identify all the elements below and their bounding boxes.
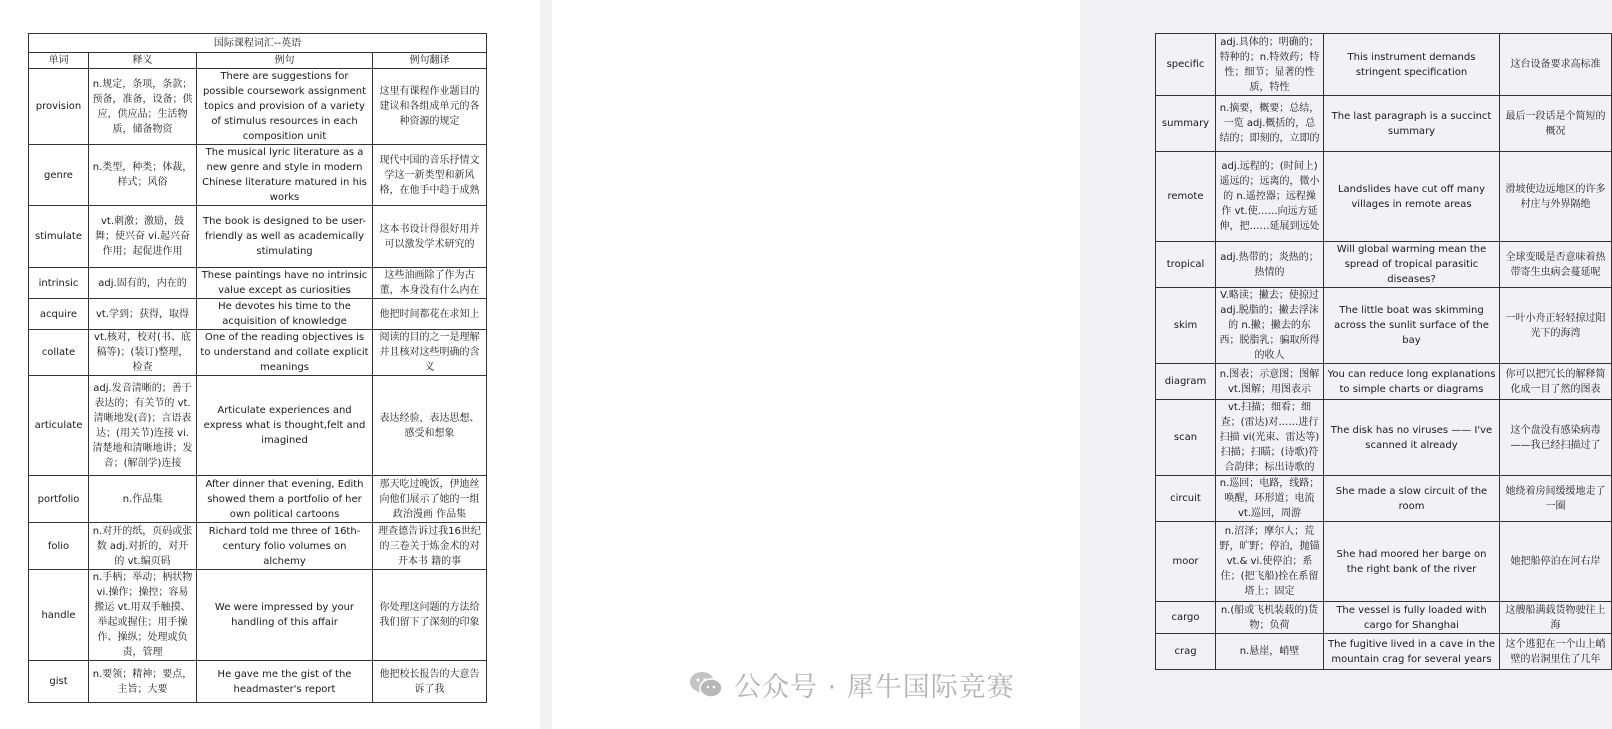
definition-cell: n.作品集 bbox=[89, 476, 197, 523]
word-cell: acquire bbox=[29, 299, 89, 330]
definition-cell: n.摘要，概要；总结，一览 adj.概括的，总结的；即刻的，立即的 bbox=[1216, 96, 1324, 152]
word-cell: portfolio bbox=[29, 476, 89, 523]
sentence-cell: The last paragraph is a succinct summary bbox=[1324, 96, 1500, 152]
definition-cell: adj.远程的；(时间上)遥远的；远离的，微小的 n.遥控器；远程操作 vt.使……向远方延伸，把……延展到远处 bbox=[1216, 152, 1324, 242]
table-row bbox=[29, 69, 487, 145]
word-cell: moor bbox=[1156, 522, 1216, 602]
sentence-cell: This instrument demands stringent specification bbox=[1324, 34, 1500, 96]
table-row bbox=[29, 330, 487, 376]
sentence-cell: The musical lyric literature as a new genre and style in modern Chinese literature matured in his works bbox=[197, 145, 373, 206]
table-row bbox=[1156, 602, 1612, 634]
document-title: 国际课程词汇--英语 bbox=[29, 34, 487, 53]
word-cell: intrinsic bbox=[29, 268, 89, 299]
sentence-cell: After dinner that evening, Edith showed them a portfolio of her own political cartoons bbox=[197, 476, 373, 523]
table-row bbox=[1156, 34, 1612, 96]
word-cell: crag bbox=[1156, 634, 1216, 670]
word-cell: collate bbox=[29, 330, 89, 376]
sentence-cell: Will global warming mean the spread of tropical parasitic diseases? bbox=[1324, 242, 1500, 288]
table-row bbox=[1156, 96, 1612, 152]
translation-cell: 他把校长报告的大意告诉了我 bbox=[373, 661, 487, 703]
table-row bbox=[29, 268, 487, 299]
translation-cell: 这里有课程作业题目的建议和各组成单元的各种资源的规定 bbox=[373, 69, 487, 145]
table-row bbox=[1156, 522, 1612, 602]
definition-cell: V.略读；撇去；使掠过 adj.脱脂的；撇去浮沫的 n.撇；撇去的东西；脱脂乳；骗取所得的收人 bbox=[1216, 288, 1324, 364]
sentence-cell: Articulate experiences and express what is thought,felt and imagined bbox=[197, 376, 373, 476]
translation-cell: 她把船停泊在河右岸 bbox=[1500, 522, 1612, 602]
table-row bbox=[29, 661, 487, 703]
table-row bbox=[1156, 400, 1612, 476]
watermark bbox=[688, 665, 1015, 704]
definition-cell: vt.学到；获得，取得 bbox=[89, 299, 197, 330]
sentence-cell: The little boat was skimming across the sunlit surface of the bay bbox=[1324, 288, 1500, 364]
definition-cell: n.类型，种类；体裁，样式；风俗 bbox=[89, 145, 197, 206]
translation-cell: 这些油画除了作为古董，本身没有什么内在 bbox=[373, 268, 487, 299]
word-cell: cargo bbox=[1156, 602, 1216, 634]
table-row bbox=[29, 570, 487, 661]
word-cell: remote bbox=[1156, 152, 1216, 242]
word-cell: circuit bbox=[1156, 476, 1216, 522]
vocab-table-left bbox=[28, 33, 487, 703]
table-row bbox=[29, 145, 487, 206]
sentence-cell: There are suggestions for possible coursework assignment topics and provision of a variety of stimulus resources in each composition unit bbox=[197, 69, 373, 145]
sentence-cell: We were impressed by your handling of this affair bbox=[197, 570, 373, 661]
word-cell: stimulate bbox=[29, 206, 89, 268]
word-cell: diagram bbox=[1156, 364, 1216, 400]
definition-cell: n.巡回；电路，线路；唤醒，环形道；电流 vt.巡回，周游 bbox=[1216, 476, 1324, 522]
sentence-cell: She made a slow circuit of the room bbox=[1324, 476, 1500, 522]
sentence-cell: The fugitive lived in a cave in the mountain crag for several years bbox=[1324, 634, 1500, 670]
sentence-cell: Landslides have cut off many villages in remote areas bbox=[1324, 152, 1500, 242]
definition-cell: adj.固有的，内在的 bbox=[89, 268, 197, 299]
definition-cell: adj.发音清晰的；善于表达的；有关节的 vt.清晰地发(音)；言语表达；(用关节)连接 vi.清楚地和清晰地讲；发音；(解剖学)连接 bbox=[89, 376, 197, 476]
translation-cell: 这个逃犯在一个山上峭壁的岩洞里住了几年 bbox=[1500, 634, 1612, 670]
right-page bbox=[552, 0, 1606, 729]
sentence-cell: The vessel is fully loaded with cargo for Shanghai bbox=[1324, 602, 1500, 634]
definition-cell: n.要领；精神；要点，主旨；大要 bbox=[89, 661, 197, 703]
header-sentence: 例句 bbox=[197, 53, 373, 69]
word-cell: folio bbox=[29, 523, 89, 570]
table-row bbox=[29, 299, 487, 330]
sentence-cell: You can reduce long explanations to simple charts or diagrams bbox=[1324, 364, 1500, 400]
translation-cell: 现代中国的音乐抒情文学这一新类型和新风格，在他手中趋于成熟 bbox=[373, 145, 487, 206]
translation-cell: 阅读的目的之一是理解并且核对这些明确的含义 bbox=[373, 330, 487, 376]
word-cell: skim bbox=[1156, 288, 1216, 364]
word-cell: articulate bbox=[29, 376, 89, 476]
header-word: 单词 bbox=[29, 53, 89, 69]
sentence-cell: The disk has no viruses —— I've scanned it already bbox=[1324, 400, 1500, 476]
translation-cell: 一叶小舟正轻轻掠过阳光下的海湾 bbox=[1500, 288, 1612, 364]
definition-cell: n.规定，条项，条款；预备，准备，设备；供应，供应品；生活物质，储备物资 bbox=[89, 69, 197, 145]
table-row bbox=[29, 476, 487, 523]
sentence-cell: These paintings have no intrinsic value except as curiosities bbox=[197, 268, 373, 299]
word-cell: gist bbox=[29, 661, 89, 703]
sentence-cell: He gave me the gist of the headmaster's report bbox=[197, 661, 373, 703]
translation-cell: 他把时间都花在求知上 bbox=[373, 299, 487, 330]
word-cell: specific bbox=[1156, 34, 1216, 96]
translation-cell: 她绕着房间缓缓地走了一圈 bbox=[1500, 476, 1612, 522]
definition-cell: vt.核对，校对(书、底稿等)；(装订)整理，检查 bbox=[89, 330, 197, 376]
header-definition: 释义 bbox=[89, 53, 197, 69]
definition-cell: vt.扫描；细看；细查；(雷达)对……进行扫描 vi(光束、雷达等)扫描；扫瞄；(诗歌)符合韵律；标出诗歌的 bbox=[1216, 400, 1324, 476]
definition-cell: adj.具体的；明确的；特种的；n.特效药；特性；细节；显著的性质，特性 bbox=[1216, 34, 1324, 96]
translation-cell: 全球变暖是否意味着热带寄生虫病会蔓延呢 bbox=[1500, 242, 1612, 288]
sentence-cell: The book is designed to be user-friendly as well as academically stimulating bbox=[197, 206, 373, 268]
translation-cell: 这台设备要求高标准 bbox=[1500, 34, 1612, 96]
translation-cell: 表达经验，表达思想、感受和想象 bbox=[373, 376, 487, 476]
translation-cell: 最后一段话是个简短的概况 bbox=[1500, 96, 1612, 152]
translation-cell: 滑坡使边远地区的许多村庄与外界隔绝 bbox=[1500, 152, 1612, 242]
definition-cell: vt.刺激；激励，鼓舞；使兴奋 vi.起兴奋作用；起促进作用 bbox=[89, 206, 197, 268]
table-row bbox=[1156, 152, 1612, 242]
vocab-table-right bbox=[1155, 33, 1612, 670]
translation-cell: 你处理这问题的方法给我们留下了深刻的印象 bbox=[373, 570, 487, 661]
definition-cell: n.悬崖，峭壁 bbox=[1216, 634, 1324, 670]
table-row bbox=[29, 206, 487, 268]
watermark-text: 公众号 · 犀牛国际竞赛 bbox=[734, 672, 1015, 703]
word-cell: tropical bbox=[1156, 242, 1216, 288]
sentence-cell: He devotes his time to the acquisition of knowledge bbox=[197, 299, 373, 330]
table-row bbox=[1156, 242, 1612, 288]
definition-cell: n.沼泽；摩尔人；荒野，旷野；停泊，抛锚 vt.& vi.使停泊；系住；(把飞船)拴在系留塔上；固定 bbox=[1216, 522, 1324, 602]
translation-cell: 这个盘没有感染病毒——我已经扫描过了 bbox=[1500, 400, 1612, 476]
word-cell: handle bbox=[29, 570, 89, 661]
word-cell: provision bbox=[29, 69, 89, 145]
translation-cell: 这艘船满载货物驶往上海 bbox=[1500, 602, 1612, 634]
table-row bbox=[1156, 634, 1612, 670]
definition-cell: n.(船或飞机装载的)货物；负荷 bbox=[1216, 602, 1324, 634]
definition-cell: n.对开的纸，页码或张数 adj.对折的，对开的 vt.编页码 bbox=[89, 523, 197, 570]
definition-cell: n.图表；示意图；图解 vt.图解；用图表示 bbox=[1216, 364, 1324, 400]
word-cell: summary bbox=[1156, 96, 1216, 152]
sentence-cell: Richard told me three of 16th-century folio volumes on alchemy bbox=[197, 523, 373, 570]
wechat-icon bbox=[688, 670, 724, 700]
translation-cell: 理查德告诉过我16世纪的三卷关于炼金术的对开本书 籍的事 bbox=[373, 523, 487, 570]
table-row bbox=[1156, 364, 1612, 400]
definition-cell: adj.热带的；炎热的；热情的 bbox=[1216, 242, 1324, 288]
word-cell: genre bbox=[29, 145, 89, 206]
sentence-cell: One of the reading objectives is to understand and collate explicit meanings bbox=[197, 330, 373, 376]
table-row bbox=[1156, 288, 1612, 364]
table-row bbox=[29, 523, 487, 570]
definition-cell: n.手柄；举动；柄状物 vi.操作；操控；容易搬运 vt.用双手触摸、举起或握住；用手操作、操纵；处理或负责，管理 bbox=[89, 570, 197, 661]
sentence-cell: She had moored her barge on the right bank of the river bbox=[1324, 522, 1500, 602]
translation-cell: 那天吃过晚饭，伊迪丝向他们展示了她的一组政治漫画 作品集 bbox=[373, 476, 487, 523]
header-translation: 例句翻译 bbox=[373, 53, 487, 69]
table-row bbox=[29, 376, 487, 476]
translation-cell: 你可以把冗长的解释简化成一目了然的图表 bbox=[1500, 364, 1612, 400]
left-page bbox=[0, 0, 540, 729]
translation-cell: 这本书设计得很好用并可以激发学术研究的 bbox=[373, 206, 487, 268]
table-row bbox=[1156, 476, 1612, 522]
word-cell: scan bbox=[1156, 400, 1216, 476]
